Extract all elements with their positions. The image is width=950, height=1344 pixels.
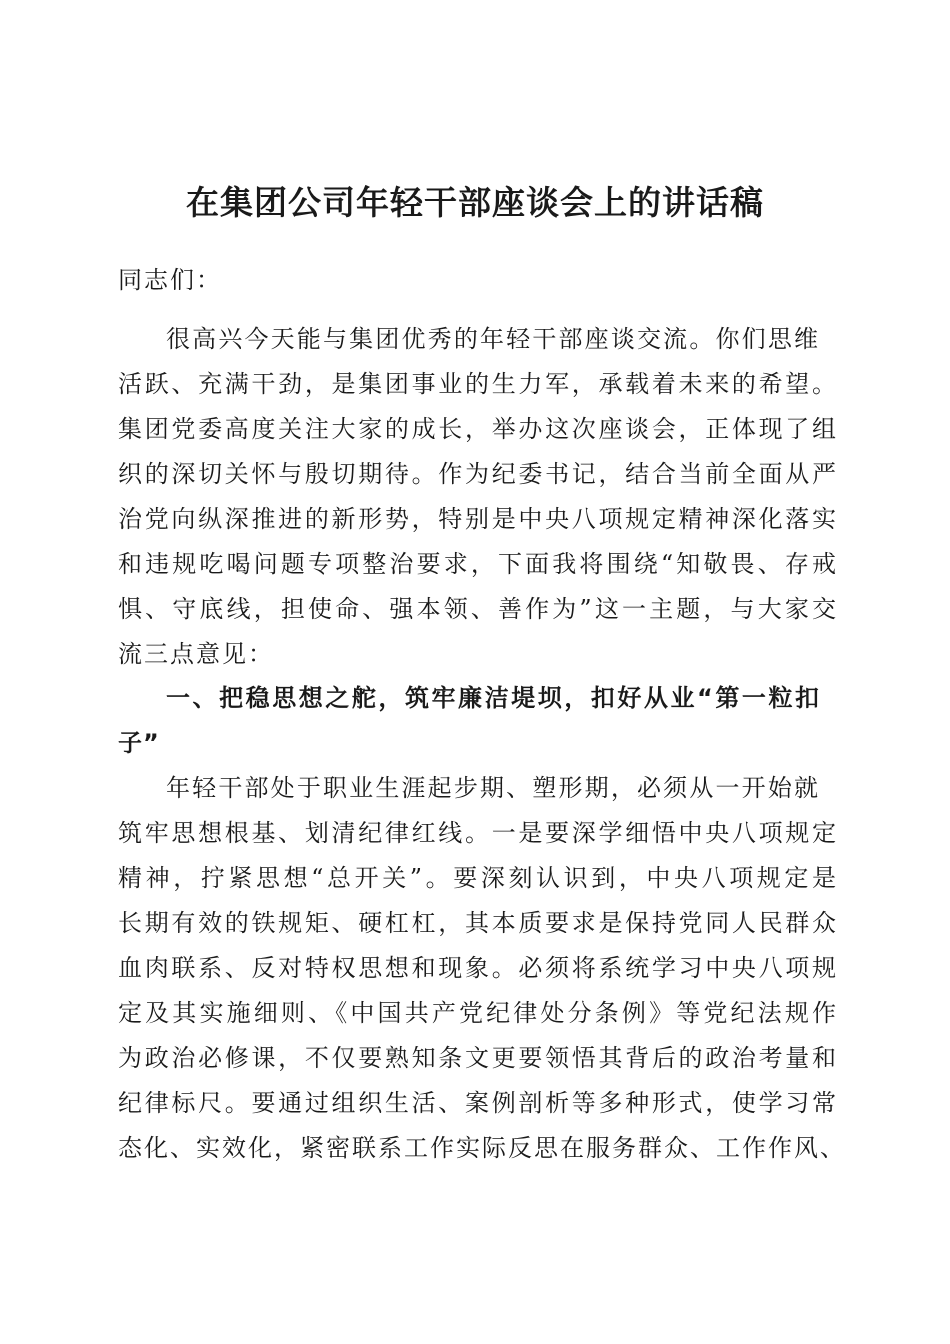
page-title: 在集团公司年轻干部座谈会上的讲话稿 (186, 183, 764, 222)
paragraph-line: 活跃、充满干劲，是集团事业的生力军，承载着未来的希望。 (118, 370, 838, 398)
section-heading: 一、把稳思想之舵，筑牢廉洁堤坝，扣好从业“第一粒扣 (166, 684, 820, 712)
salutation: 同志们： (118, 266, 222, 294)
section-heading: 子” (118, 729, 160, 757)
paragraph-line: 很高兴今天能与集团优秀的年轻干部座谈交流。你们思维 (166, 325, 820, 353)
paragraph-line: 集团党委高度关注大家的成长，举办这次座谈会，正体现了组 (118, 415, 838, 443)
paragraph-line: 和违规吃喝问题专项整治要求，下面我将围绕“知敬畏、存戒 (118, 550, 838, 578)
paragraph-line: 惧、守底线，担使命、强本领、善作为”这一主题，与大家交 (118, 595, 838, 623)
paragraph-line: 态化、实效化，紧密联系工作实际反思在服务群众、工作作风、 (118, 1134, 846, 1162)
paragraph-line: 治党向纵深推进的新形势，特别是中央八项规定精神深化落实 (118, 505, 838, 533)
paragraph-line: 为政治必修课，不仅要熟知条文更要领悟其背后的政治考量和 (118, 1044, 838, 1072)
paragraph-line: 长期有效的铁规矩、硬杠杠，其本质要求是保持党同人民群众 (118, 909, 838, 937)
paragraph-line: 纪律标尺。要通过组织生活、案例剖析等多种形式，使学习常 (118, 1089, 838, 1117)
paragraph-line: 精神，拧紧思想“总开关”。要深刻认识到，中央八项规定是 (118, 864, 838, 892)
paragraph-line: 血肉联系、反对特权思想和现象。必须将系统学习中央八项规 (118, 954, 838, 982)
paragraph-line: 定及其实施细则、《中国共产党纪律处分条例》等党纪法规作 (118, 999, 838, 1027)
paragraph-line: 织的深切关怀与殷切期待。作为纪委书记，结合当前全面从严 (118, 460, 838, 488)
paragraph-line: 筑牢思想根基、划清纪律红线。一是要深学细悟中央八项规定 (118, 819, 838, 847)
paragraph-line: 年轻干部处于职业生涯起步期、塑形期，必须从一开始就 (166, 774, 820, 802)
paragraph-line: 流三点意见： (118, 640, 274, 668)
